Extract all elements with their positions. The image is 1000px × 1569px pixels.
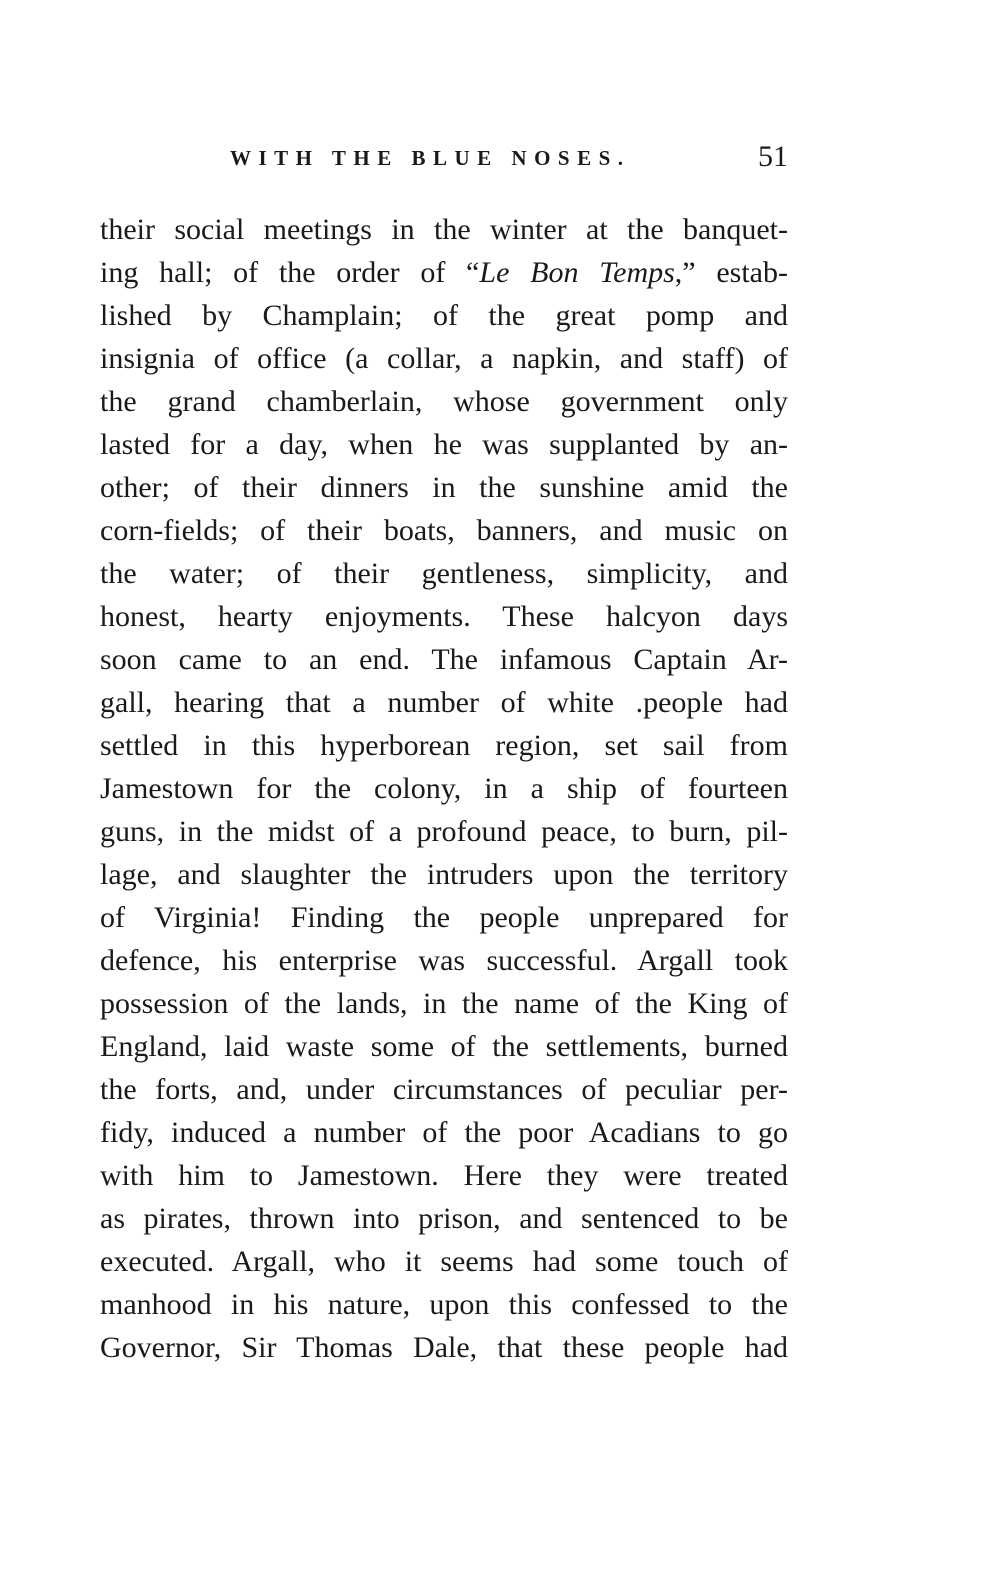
text-line: settled in this hyperborean region, set sail from <box>100 729 788 762</box>
text-line: England, laid waste some of the settlements, burned <box>100 1030 788 1063</box>
running-title: WITH THE BLUE NOSES. <box>230 146 631 170</box>
text-line: defence, his enterprise was successful. Argall took <box>100 944 788 977</box>
text-line: guns, in the midst of a profound peace, to burn, pil- <box>100 815 788 848</box>
running-head <box>100 140 788 180</box>
text-fragment: ,” estab- <box>674 256 788 289</box>
text-line: lished by Champlain; of the great pomp and <box>100 299 788 332</box>
italic-title: Le Bon Temps <box>479 256 675 289</box>
text-line: lage, and slaughter the intruders upon the territory <box>100 858 788 891</box>
text-line: the grand chamberlain, whose government only <box>100 385 788 418</box>
text-line: Jamestown for the colony, in a ship of fourteen <box>100 772 788 805</box>
text-line: their social meetings in the winter at the banquet- <box>100 213 788 246</box>
text-line: executed. Argall, who it seems had some touch of <box>100 1245 788 1278</box>
text-line: honest, hearty enjoyments. These halcyon days <box>100 600 788 633</box>
text-line: possession of the lands, in the name of the King of <box>100 987 788 1020</box>
text-line: corn-fields; of their boats, banners, and music on <box>100 514 788 547</box>
text-line: Governor, Sir Thomas Dale, that these people had <box>100 1331 788 1364</box>
text-line: the water; of their gentleness, simplicity, and <box>100 557 788 590</box>
text-line: with him to Jamestown. Here they were treated <box>100 1159 788 1192</box>
text-line: of Virginia! Finding the people unprepared for <box>100 901 788 934</box>
text-line: manhood in his nature, upon this confessed to the <box>100 1288 788 1321</box>
page-number: 51 <box>758 140 788 173</box>
text-line <box>100 251 788 294</box>
text-line: lasted for a day, when he was supplanted by an- <box>100 428 788 461</box>
text-line: as pirates, thrown into prison, and sentenced to be <box>100 1202 788 1235</box>
text-fragment: ing hall; of the order of “ <box>100 256 480 289</box>
text-line: fidy, induced a number of the poor Acadians to go <box>100 1116 788 1149</box>
body-paragraph <box>100 208 788 1369</box>
text-line: gall, hearing that a number of white .people had <box>100 686 788 719</box>
text-line: other; of their dinners in the sunshine amid the <box>100 471 788 504</box>
text-line: soon came to an end. The infamous Captain Ar- <box>100 643 788 676</box>
text-line: insignia of office (a collar, a napkin, and staff) of <box>100 342 788 375</box>
text-line: the forts, and, under circumstances of peculiar per- <box>100 1073 788 1106</box>
